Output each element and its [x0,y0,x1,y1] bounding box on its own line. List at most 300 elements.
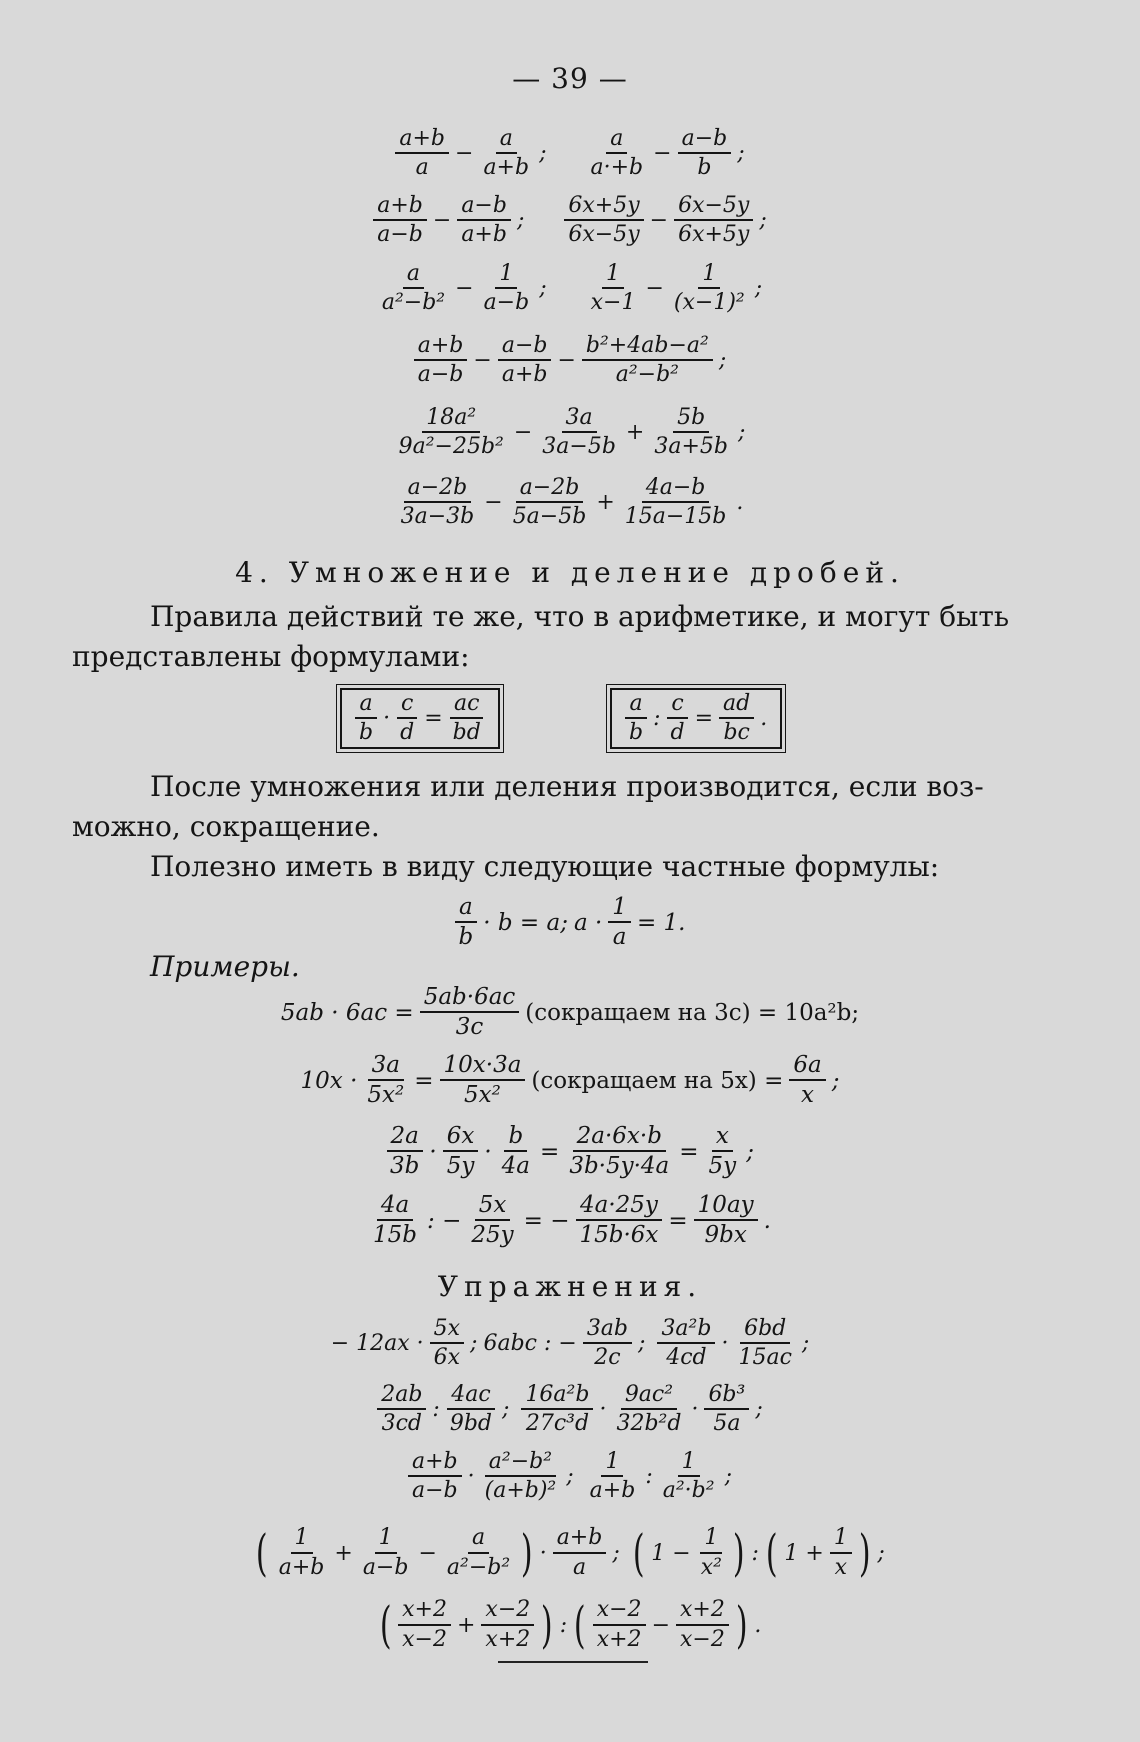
fraction-numerator: a [496,127,517,154]
fraction-denominator: a [415,155,429,181]
math-operator: · [691,1397,699,1423]
fraction [625,692,647,745]
fraction-numerator: a [625,692,646,719]
fraction [697,1526,726,1579]
fraction-numerator: a+b [408,1450,462,1477]
fraction [521,1383,593,1436]
expression-group [584,262,766,315]
math-operator: : [751,1540,759,1566]
expression-group [584,127,748,180]
fraction-numerator: 1 [291,1526,313,1553]
fraction-numerator: a [403,262,424,289]
paragraph-line: можно, сокращение. [72,810,380,843]
math-operator: · [429,1138,437,1165]
fraction-numerator: 5x [430,1317,464,1344]
fraction [359,1526,413,1579]
fraction-denominator: a+b [501,362,548,388]
fraction-numerator: 3a²b [657,1317,715,1344]
math-operator: · [721,1331,729,1357]
fraction [373,194,427,247]
fraction-numerator: a−2b [516,476,584,503]
fraction-numerator: 2a·6x·b [573,1124,666,1152]
fraction-numerator: ad [719,692,754,719]
math-operator: : [432,1397,440,1423]
fraction [586,1450,640,1503]
fraction-denominator: bc [723,720,750,746]
fraction-numerator: c [667,692,687,719]
math-operator: : [653,706,661,732]
parenthesis: ) [735,1596,748,1654]
fraction-denominator: 6x−5y [568,222,640,248]
fraction-denominator: a−b [411,1478,458,1504]
fraction-numerator: 6a [789,1053,825,1081]
math-operator: 1 + [784,1540,824,1566]
math-operator: · [484,1138,492,1165]
fraction [657,1317,715,1370]
fraction-denominator: x+2 [596,1626,642,1652]
math-operator: . [763,1207,771,1234]
fraction-denominator: 15b·6x [579,1222,659,1249]
fraction [420,985,520,1041]
exercise-row [0,1596,1140,1654]
examples-label: Примеры. [150,950,300,983]
fraction-numerator: 5b [673,406,709,433]
fraction-numerator: 16a²b [521,1383,593,1410]
math-operator: ; [502,1397,510,1423]
expression-group [375,262,550,315]
fraction-denominator: a²·b² [662,1478,715,1504]
fraction-denominator: 5y [446,1153,475,1180]
fraction-numerator: a−b [498,334,552,361]
math-operator: · [383,706,391,732]
fraction [650,406,732,459]
fraction-denominator: 6x+5y [678,222,750,248]
fraction-numerator: 6x+5y [564,194,643,221]
fraction [582,334,713,387]
fraction-denominator: 4a [501,1153,531,1180]
fraction-numerator: 10x·3a [440,1053,526,1081]
math-operator: = [540,1138,560,1165]
paragraph-line: После умножения или деления производится, если воз- [150,770,984,803]
fraction [377,1383,426,1436]
fraction-denominator: x [834,1554,848,1580]
math-operator: ; [755,1397,763,1423]
parenthesis: ) [732,1524,745,1582]
fraction-numerator: a−2b [404,476,472,503]
fraction-denominator: (x−1)² [673,290,745,316]
math-operator: = [414,1067,434,1094]
fraction-numerator: 1 [700,1526,722,1553]
math-operator: · [599,1397,607,1423]
fraction [608,895,631,951]
math-operator: − [651,1612,670,1638]
expression-group [370,194,527,247]
fraction-denominator: 5a [713,1411,741,1437]
fraction [467,1193,517,1249]
fraction-numerator: 1 [602,262,624,289]
math-operator: = [424,706,443,732]
fraction-denominator: 15ac [738,1345,792,1371]
math-operator: ; [737,141,745,167]
fraction-denominator: 4cd [666,1345,707,1371]
example-row [0,1124,1140,1180]
fraction-denominator: 5x² [367,1082,405,1109]
fraction [719,692,754,745]
math-operator: ; [539,276,547,302]
fraction-numerator: 1 [608,895,631,923]
fraction-numerator: 6b³ [704,1383,749,1410]
fraction [612,1383,685,1436]
fraction-denominator: a+b [461,222,507,248]
expression-group [392,127,549,180]
fraction-numerator: 1 [678,1450,700,1477]
fraction-denominator: bd [452,720,481,746]
math-operator: − [418,1540,437,1566]
math-operator: ; [470,1331,478,1357]
paragraph-line: Полезно иметь в виду следующие частные формулы: [150,850,940,883]
fraction-numerator: a [606,127,627,154]
fraction-numerator: 10ay [694,1193,758,1221]
fraction [704,1383,749,1436]
fraction-denominator: 6x [433,1345,461,1371]
fraction [659,1450,719,1503]
special-formulas [0,895,1140,951]
fraction-numerator: 5x [475,1193,511,1221]
fraction-denominator: 5x² [464,1082,501,1109]
parenthesis: ( [379,1596,392,1654]
fraction-numerator: b [504,1124,527,1152]
math-operator: − [645,276,664,302]
math-operator: : − [427,1207,462,1234]
fraction [395,127,449,180]
fraction-numerator: x+2 [398,1598,451,1625]
fraction [621,476,731,529]
fraction-denominator: a²−b² [446,1554,511,1580]
fraction-numerator: 3a [562,406,597,433]
math-operator: − [455,276,474,302]
fraction-denominator: x−2 [402,1626,447,1652]
exercise-row [0,1450,1140,1503]
example-row [0,1193,1140,1249]
fraction-numerator: a²−b² [485,1450,556,1477]
fraction-numerator: 1 [495,262,517,289]
fraction-denominator: 3a+5b [654,434,728,460]
fraction [355,692,377,745]
fraction-numerator: a+b [395,127,449,154]
fraction-numerator: 1 [375,1526,397,1553]
expression-text: (сокращаем на 3c) = 10a²b; [525,999,860,1026]
fraction [430,1317,464,1370]
math-operator: = [679,1138,699,1165]
fraction [455,895,478,951]
fraction-denominator: a−b [362,1554,409,1580]
fraction-denominator: (a+b)² [484,1478,557,1504]
paragraph-line: представлены формулами: [72,640,470,673]
fraction-denominator: 3a−5b [542,434,616,460]
math-operator: 1 − [651,1540,691,1566]
fraction [369,1193,421,1249]
expression-group [411,334,729,387]
fraction-denominator: 3cd [381,1411,423,1437]
example-row [0,1053,1140,1109]
fraction-numerator: a−b [678,127,732,154]
fraction-denominator: a+b [278,1554,325,1580]
fraction-denominator: 5y [708,1153,737,1180]
math-operator: ; [638,1331,646,1357]
fraction [705,1124,741,1180]
fraction [396,692,418,745]
fraction-denominator: a−b [417,362,464,388]
fraction [553,1526,607,1579]
fraction-numerator: 6x−5y [674,194,753,221]
fraction [674,194,753,247]
parenthesis: ( [574,1596,586,1654]
math-operator: − [484,490,503,516]
fraction [363,1053,408,1109]
fraction-denominator: a+b [483,155,530,181]
math-operator: . [754,1612,762,1638]
fraction [583,1317,632,1370]
exercise-row [0,194,1140,247]
fraction [538,406,620,459]
parenthesis: ) [858,1524,871,1582]
fraction [480,262,534,315]
math-operator: ; [566,1464,574,1490]
fraction-numerator: x [712,1124,733,1152]
fraction-denominator: 9bx [704,1222,747,1249]
fraction-numerator: 1 [698,262,720,289]
fraction-denominator: 15a−15b [624,504,727,530]
fraction-denominator: x−2 [680,1626,725,1652]
fraction-numerator: a−b [457,194,511,221]
formula-box-multiplication [340,688,500,749]
fraction [386,1124,423,1180]
fraction-denominator: b [629,720,644,746]
fraction [408,1450,462,1503]
math-operator: 6abc : − [483,1331,577,1357]
fraction [481,1450,561,1503]
math-operator: ; [759,208,767,234]
closing-rule [498,1661,648,1663]
fraction-denominator: a [612,924,627,951]
fraction-denominator: d [400,720,415,746]
math-operator: − [473,348,492,374]
fraction-numerator: ac [450,692,483,719]
fraction [414,334,468,387]
fraction [593,1598,646,1651]
fraction-denominator: b [359,720,374,746]
fraction-numerator: 2a [387,1124,423,1152]
expression-group [561,194,769,247]
math-operator: a · [573,909,603,936]
paragraph-line: Правила действий те же, что в арифметике, и могут быть [150,600,1010,633]
fraction-denominator: a²−b² [381,290,446,316]
fraction-denominator: 3c [455,1014,484,1041]
fraction-numerator: 6bd [740,1317,790,1344]
math-operator: ; [746,1138,754,1165]
fraction-numerator: 5ab·6ac [420,985,520,1013]
fraction-numerator: 18a² [422,406,480,433]
fraction-denominator: d [670,720,685,746]
math-operator: − [557,348,576,374]
fraction [479,127,533,180]
fraction [587,127,648,180]
fraction [694,1193,758,1249]
fraction-denominator: 25y [471,1222,514,1249]
exercise-row [0,334,1140,387]
parenthesis: ( [632,1524,645,1582]
fraction [789,1053,825,1109]
math-operator: : [559,1612,568,1638]
fraction-numerator: 6x [443,1124,479,1152]
exercise-row [0,406,1140,459]
fraction-numerator: 3ab [583,1317,632,1344]
fraction-denominator: x+2 [485,1626,531,1652]
math-operator: · [467,1464,475,1490]
fraction [587,262,640,315]
exercise-row [0,1524,1140,1582]
formula-box-division [610,688,782,749]
fraction [676,1598,729,1651]
math-operator: + [456,1612,476,1638]
fraction-numerator: a [455,895,477,923]
math-operator: − 12ax · [330,1331,424,1357]
fraction [734,1317,795,1370]
page-number: — 39 — [512,62,628,95]
fraction [443,1124,479,1180]
fraction [446,1383,496,1436]
fraction [509,476,591,529]
fraction-denominator: 3a−3b [400,504,475,530]
math-operator: ; [754,276,763,302]
math-operator: ; [718,348,727,374]
exercise-row [0,1383,1140,1436]
fraction-denominator: 3b [390,1153,420,1180]
fraction-denominator: 9a²−25b² [398,434,504,460]
expression-text: (сокращаем на 5x) = [531,1067,784,1094]
math-operator: − [513,420,533,446]
math-operator: − [455,141,474,167]
math-operator: : [645,1464,653,1490]
fraction [395,406,508,459]
math-operator: 10x · [300,1067,358,1094]
fraction-denominator: 27c³d [525,1411,590,1437]
fraction-numerator: a+b [414,334,468,361]
fraction-denominator: 32b²d [616,1411,682,1437]
math-operator: + [334,1540,353,1566]
fraction-numerator: a+b [373,194,427,221]
fraction [481,1598,534,1651]
expression-group [394,476,747,529]
fraction-numerator: b²+4ab−a² [582,334,713,361]
fraction-denominator: a [572,1554,587,1580]
fraction-numerator: 1 [830,1526,852,1553]
math-operator: . [736,490,744,516]
math-operator: ; [831,1067,840,1094]
fraction-numerator: 1 [601,1450,623,1477]
fraction-numerator: x−2 [481,1598,534,1625]
fraction-numerator: a+b [553,1526,607,1553]
fraction [498,334,552,387]
fraction [564,194,643,247]
exercise-row [0,1317,1140,1370]
parenthesis: ) [541,1596,553,1654]
fraction-numerator: 4a [377,1193,413,1221]
math-operator: 5ab · 6ac = [280,999,414,1026]
math-operator: = − [523,1207,570,1234]
exercise-row [0,476,1140,529]
fraction-denominator: x−1 [590,290,636,316]
math-operator: ; [516,208,525,234]
fraction-denominator: a·+b [590,155,644,181]
fraction-numerator: a [468,1526,489,1553]
math-operator: + [596,490,615,516]
fraction [498,1124,534,1180]
fraction [398,1598,451,1651]
fraction-denominator: b [458,924,474,951]
math-operator: − [432,208,452,234]
fraction-numerator: 4a·25y [576,1193,662,1221]
math-operator: = [668,1207,688,1234]
math-operator: + [625,420,645,446]
fraction-numerator: 4a−b [642,476,710,503]
parenthesis: ( [256,1524,268,1582]
fraction [575,1193,662,1249]
fraction [457,194,511,247]
math-operator: − [653,141,672,167]
exercises-heading: Упражнения. [437,1270,703,1303]
math-operator: = [694,706,714,732]
fraction [830,1526,852,1579]
fraction-numerator: c [397,692,417,719]
math-operator: ; [738,420,746,446]
fraction [443,1526,514,1579]
fraction-denominator: x² [700,1554,722,1580]
math-operator: ; [539,141,547,167]
fraction [678,127,732,180]
fraction-denominator: 2c [594,1345,621,1371]
parenthesis: ) [521,1524,533,1582]
parenthesis: ( [765,1524,778,1582]
fraction [440,1053,526,1109]
fraction [565,1124,673,1180]
math-operator: ; [724,1464,732,1490]
math-operator: ; [612,1540,620,1566]
math-operator: . [760,706,768,732]
formula-division [610,688,782,749]
fraction [378,262,449,315]
formula-multiplication [340,688,500,749]
expression-group [392,406,749,459]
fraction [449,692,485,745]
fraction-denominator: a²−b² [615,362,679,388]
fraction-numerator: 9ac² [621,1383,677,1410]
fraction [275,1526,329,1579]
example-row [0,985,1140,1041]
section-heading: 4. Умножение и деление дробей. [235,556,905,589]
fraction-denominator: x [801,1082,815,1109]
fraction [667,692,689,745]
math-operator: · b = a; [483,909,568,936]
fraction-numerator: 3a [368,1053,404,1081]
fraction-denominator: a−b [377,222,423,248]
fraction-numerator: x+2 [676,1598,729,1625]
math-operator: · [539,1540,547,1566]
fraction-denominator: 9bd [449,1411,493,1437]
fraction-numerator: 2ab [377,1383,426,1410]
fraction-denominator: 5a−5b [512,504,587,530]
exercise-row [0,262,1140,315]
